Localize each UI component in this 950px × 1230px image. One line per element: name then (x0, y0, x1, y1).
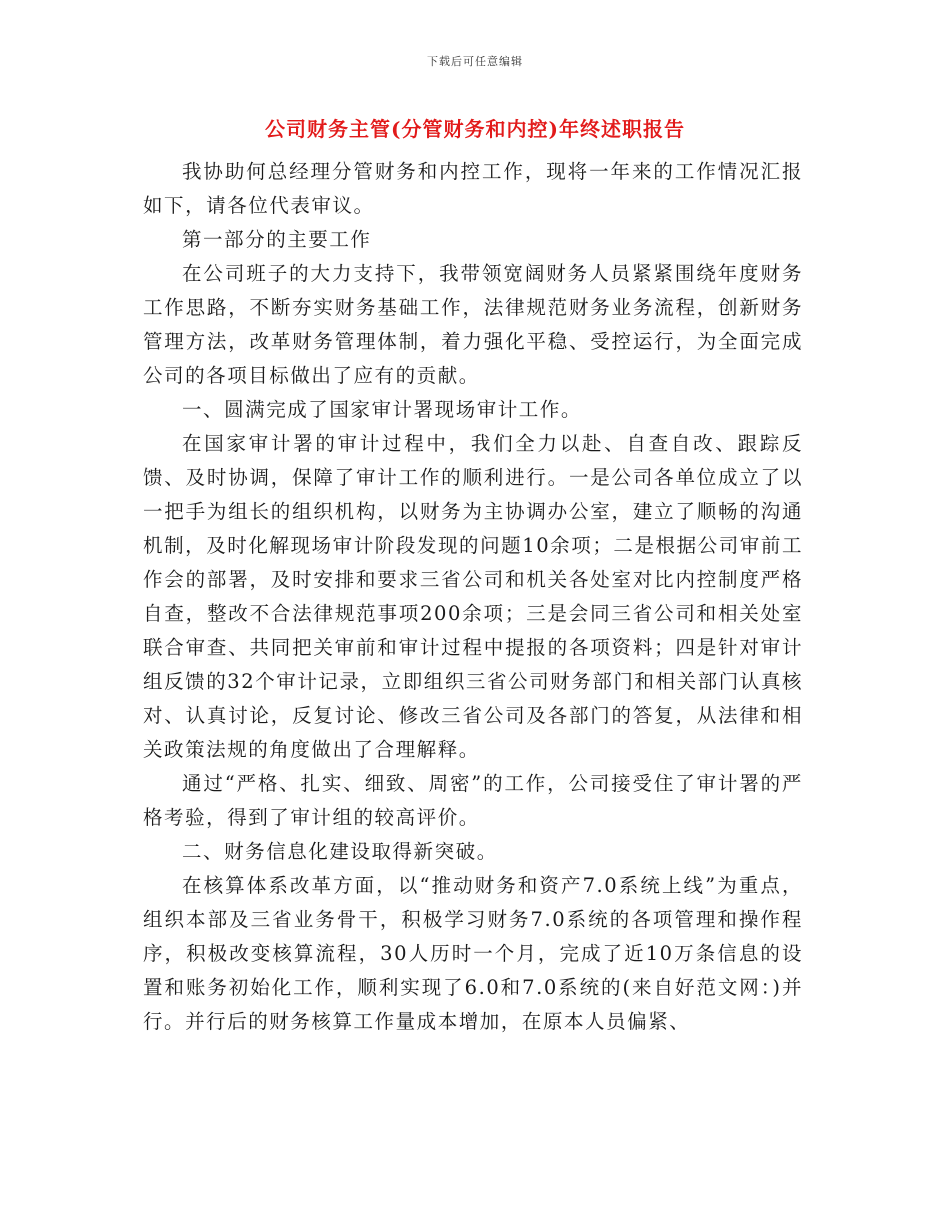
paragraph-intro: 我协助何总经理分管财务和内控工作，现将一年来的工作情况汇报如下，请各位代表审议。 (143, 160, 803, 217)
paragraph-audit-result: 通过“严格、扎实、细致、周密”的工作，公司接受住了审计署的严格考验，得到了审计组的较高评价。 (143, 772, 803, 829)
document-body (143, 155, 803, 1039)
section-heading-part-one: 第一部分的主要工作 (182, 228, 372, 251)
paragraph-overview: 在公司班子的大力支持下，我带领宽阔财务人员紧紧围绕年度财务工作思路，不断夯实财务基础工作，法律规范财务业务流程，创新财务管理方法，改革财务管理体制，着力强化平稳、受控运行，为全面完成公司的各项目标做出了应有的贡献。 (143, 262, 803, 387)
document-title: 公司财务主管(分管财务和内控)年终述职报告 (265, 117, 685, 141)
paragraph-audit-details: 在国家审计署的审计过程中，我们全力以赴、自查自改、跟踪反馈、及时协调，保障了审计工作的顺利进行。一是公司各单位成立了以一把手为组长的组织机构，以财务为主协调办公室，建立了顺畅的沟通机制，及时化解现场审计阶段发现的问题10余项；二是根据公司审前工作会的部署，及时安排和要求三省公司和机关各处室对比内控制度严格自查，整改不合法律规范事项200余项；三是会同三省公司和相关处室联合审查、共同把关审前和审计过程中提报的各项资料；四是针对审计组反馈的32个审计记录，立即组织三省公司财务部门和相关部门认真核对、认真讨论，反复讨论、修改三省公司及各部门的答复，从法律和相关政策法规的角度做出了合理解释。 (143, 432, 803, 761)
section-heading-audit: 一、圆满完成了国家审计署现场审计工作。 (182, 398, 582, 421)
header-note: 下载后可任意编辑 (427, 55, 523, 68)
paragraph-informatization-details: 在核算体系改革方面，以“推动财务和资产7.0系统上线”为重点，组织本部及三省业务骨干，积极学习财务7.0系统的各项管理和操作程序，积极改变核算流程，30人历时一个月，完成了近10万条信息的设置和账务初始化工作，顺利实现了6.0和7.0系统的(来自好范文网：)并行。并行后的财务核算工作量成本增加，在原本人员偏紧、 (143, 874, 803, 1033)
section-heading-informatization: 二、财务信息化建设取得新突破。 (182, 840, 498, 863)
